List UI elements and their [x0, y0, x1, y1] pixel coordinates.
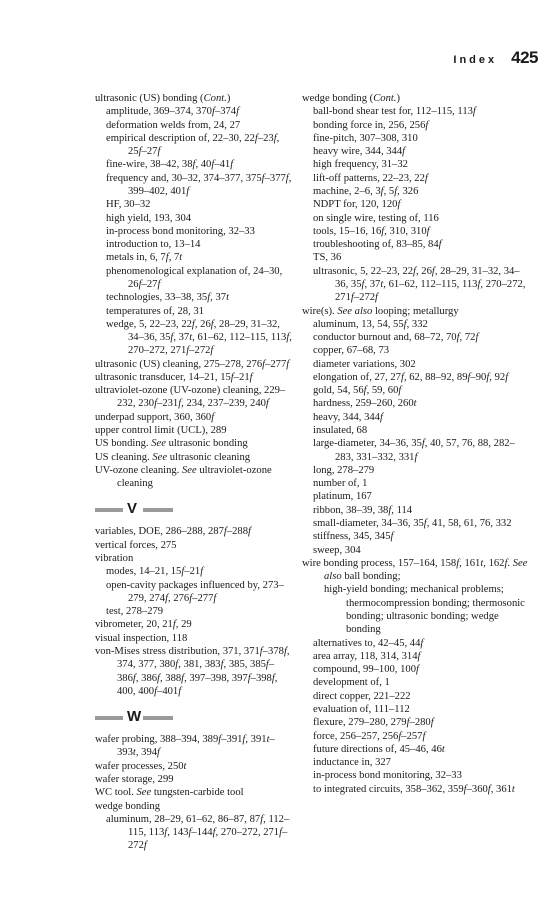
page-header: [453, 48, 538, 68]
index-subentry: diameter variations, 302: [313, 358, 416, 370]
index-subentry: open-cavity packages influenced by, 273–279, 274f, 276f–277f: [106, 579, 284, 604]
index-subentry: copper, 67–68, 73: [313, 345, 390, 357]
index-entry: wafer storage, 299: [95, 773, 174, 785]
index-entry: ultrasonic (US) bonding (Cont.): [95, 93, 231, 104]
index-entry: US cleaning. See ultrasonic cleaning: [95, 451, 251, 463]
index-subentry: heavy wire, 344, 344f: [313, 146, 406, 158]
index-entry: ultrasonic transducer, 14–21, 15f–21f: [95, 371, 253, 383]
index-subentry: high frequency, 31–32: [313, 159, 408, 171]
index-entry: vibrometer, 20, 21f, 29: [95, 619, 192, 631]
index-subentry: frequency and, 30–32, 374–377, 375f–377f, 399–402, 401f: [106, 172, 292, 197]
index-subentry: long, 278–279: [313, 464, 375, 476]
running-head: Index: [453, 54, 498, 66]
index-subentry: empirical description of, 22–30, 22f–23f, 25f–27f: [106, 132, 280, 158]
index-entry: underpad support, 360, 360f: [95, 411, 215, 423]
index-subentry: evaluation of, 111–112: [313, 703, 410, 715]
index-subentry: NDPT for, 120, 120f: [313, 199, 401, 211]
index-subentry: high yield, 193, 304: [106, 212, 192, 224]
page-number: 425: [511, 48, 538, 67]
index-subentry: large-diameter, 34–36, 35f, 40, 57, 76, 88, 282–283, 331–332, 331f: [313, 438, 515, 463]
index-subentry: alternatives to, 42–45, 44f: [313, 637, 424, 649]
index-subentry: lift-off patterns, 22–23, 22f: [313, 172, 428, 184]
index-subentry: inductance in, 327: [313, 757, 391, 769]
index-subentry: aluminum, 13, 54, 55f, 332: [313, 318, 428, 330]
index-subentry: hardness, 259–260, 260t: [313, 398, 417, 410]
index-subentry: temperatures of, 28, 31: [106, 305, 204, 317]
index-subentry: stiffness, 345, 345f: [313, 531, 394, 543]
index-subentry: machine, 2–6, 3f, 5f, 326: [313, 185, 419, 197]
index-subentry: platinum, 167: [313, 491, 372, 503]
index-subentry: high-yield bonding; mechanical problems; thermocompression bonding; thermosonic bonding; ultrasonic bonding; wedge bonding: [324, 584, 525, 636]
index-subentry: to integrated circuits, 358–362, 359f–360f, 361t: [313, 783, 515, 795]
index-subentry: in-process bond monitoring, 32–33: [106, 225, 255, 237]
index-entry: US bonding. See ultrasonic bonding: [95, 438, 248, 450]
index-subentry: in-process bond monitoring, 32–33: [313, 770, 462, 782]
index-subentry: modes, 14–21, 15f–21f: [106, 566, 204, 578]
index-entry: wedge bonding (Cont.): [302, 93, 400, 104]
index-subentry: deformation welds from, 24, 27: [106, 119, 241, 131]
index-entry: UV-ozone cleaning. See ultraviolet-ozone cleaning: [95, 464, 272, 490]
index-subentry: number of, 1: [313, 478, 368, 490]
index-subentry: compound, 99–100, 100f: [313, 664, 419, 676]
section-letter-w: [95, 707, 295, 727]
index-subentry: bonding force in, 256, 256f: [313, 119, 429, 131]
section-rule: [95, 716, 123, 720]
index-subentry: amplitude, 369–374, 370f–374f: [106, 106, 240, 118]
section-letter-v: [95, 499, 295, 519]
index-entry: von-Mises stress distribution, 371, 371f–378f, 374, 377, 380f, 381, 383f, 385, 385f–386f, 386f, 388f, 397–398, 397f–398f, 400, 400f–401f: [95, 645, 290, 697]
index-subentry: development of, 1: [313, 677, 390, 689]
index-entry: WC tool. See tungsten-carbide tool: [95, 787, 244, 799]
index-subentry: ball-bond shear test for, 112–115, 113f: [313, 106, 476, 118]
index-entry: vertical forces, 275: [95, 539, 177, 551]
index-subentry: phenomenological explanation of, 24–30, 26f–27f: [106, 265, 283, 290]
index-subentry: test, 278–279: [106, 606, 164, 618]
index-entry: wire(s). See also looping; metallurgy: [302, 305, 459, 317]
index-entry: wafer processes, 250t: [95, 760, 187, 772]
index-entry: wafer probing, 388–394, 389f–391f, 391t–393t, 394f: [95, 734, 275, 759]
index-entry: upper control limit (UCL), 289: [95, 425, 227, 437]
index-subentry: wedge, 5, 22–23, 22f, 26f, 28–29, 31–32, 34–36, 35f, 37t, 61–62, 112–115, 113f, 270–272, 271f–272f: [106, 318, 292, 357]
index-subentry: insulated, 68: [313, 425, 368, 437]
index-subentry: metals in, 6, 7f, 7t: [106, 252, 183, 264]
index-entry: vibration: [95, 553, 134, 564]
index-subentry: flexure, 279–280, 279f–280f: [313, 717, 434, 729]
section-letter-label: V: [127, 500, 138, 518]
index-entry: wedge bonding: [95, 800, 161, 812]
index-column-right: [302, 92, 532, 796]
section-letter-label: W: [127, 708, 142, 726]
index-subentry: small-diameter, 34–36, 35f, 41, 58, 61, 76, 332: [313, 518, 512, 529]
index-subentry: on single wire, testing of, 116: [313, 212, 439, 224]
index-subentry: force, 256–257, 256f–257f: [313, 730, 426, 742]
index-subentry: direct copper, 221–222: [313, 690, 411, 702]
section-rule: [95, 508, 123, 512]
index-subentry: future directions of, 45–46, 46t: [313, 743, 445, 755]
index-entry: ultraviolet-ozone (UV-ozone) cleaning, 229–232, 230f–231f, 234, 237–239, 240f: [95, 385, 286, 410]
index-subentry: gold, 54, 56f, 59, 60f: [313, 385, 402, 397]
index-subentry: conductor burnout and, 68–72, 70f, 72f: [313, 332, 479, 344]
index-subentry: introduction to, 13–14: [106, 239, 201, 251]
index-entry: ultrasonic (US) cleaning, 275–278, 276f–277f: [95, 358, 290, 370]
index-subentry: fine-pitch, 307–308, 310: [313, 132, 418, 144]
index-subentry: technologies, 33–38, 35f, 37t: [106, 292, 230, 304]
index-entry: variables, DOE, 286–288, 287f–288f: [95, 526, 251, 538]
index-subentry: area array, 118, 314, 314f: [313, 650, 421, 662]
index-subentry: fine-wire, 38–42, 38f, 40f–41f: [106, 159, 234, 171]
index-subentry: tools, 15–16, 16f, 310, 310f: [313, 225, 430, 237]
index-subentry: troubleshooting of, 83–85, 84f: [313, 239, 442, 251]
index-entry: wire bonding process, 157–164, 158f, 161t, 162f. See also ball bonding;: [302, 557, 528, 583]
index-subentry: ultrasonic, 5, 22–23, 22f, 26f, 28–29, 31–32, 34–36, 35f, 37t, 61–62, 112–115, 113f, 270–272, 271f–272f: [313, 265, 526, 304]
index-subentry: sweep, 304: [313, 544, 361, 556]
index-subentry: elongation of, 27, 27f, 62, 88–92, 89f–90f, 92f: [313, 371, 509, 383]
index-subentry: ribbon, 38–39, 38f, 114: [313, 504, 413, 516]
index-subentry: aluminum, 28–29, 61–62, 86–87, 87f, 112–115, 113f, 143f–144f, 270–272, 271f–272f: [106, 813, 290, 852]
index-subentry: TS, 36: [313, 252, 342, 264]
index-subentry: HF, 30–32: [106, 199, 151, 211]
index-subentry: heavy, 344, 344f: [313, 411, 383, 423]
index-entry: visual inspection, 118: [95, 632, 188, 644]
section-rule: [143, 716, 173, 720]
index-column-left: [95, 92, 295, 853]
section-rule: [143, 508, 173, 512]
